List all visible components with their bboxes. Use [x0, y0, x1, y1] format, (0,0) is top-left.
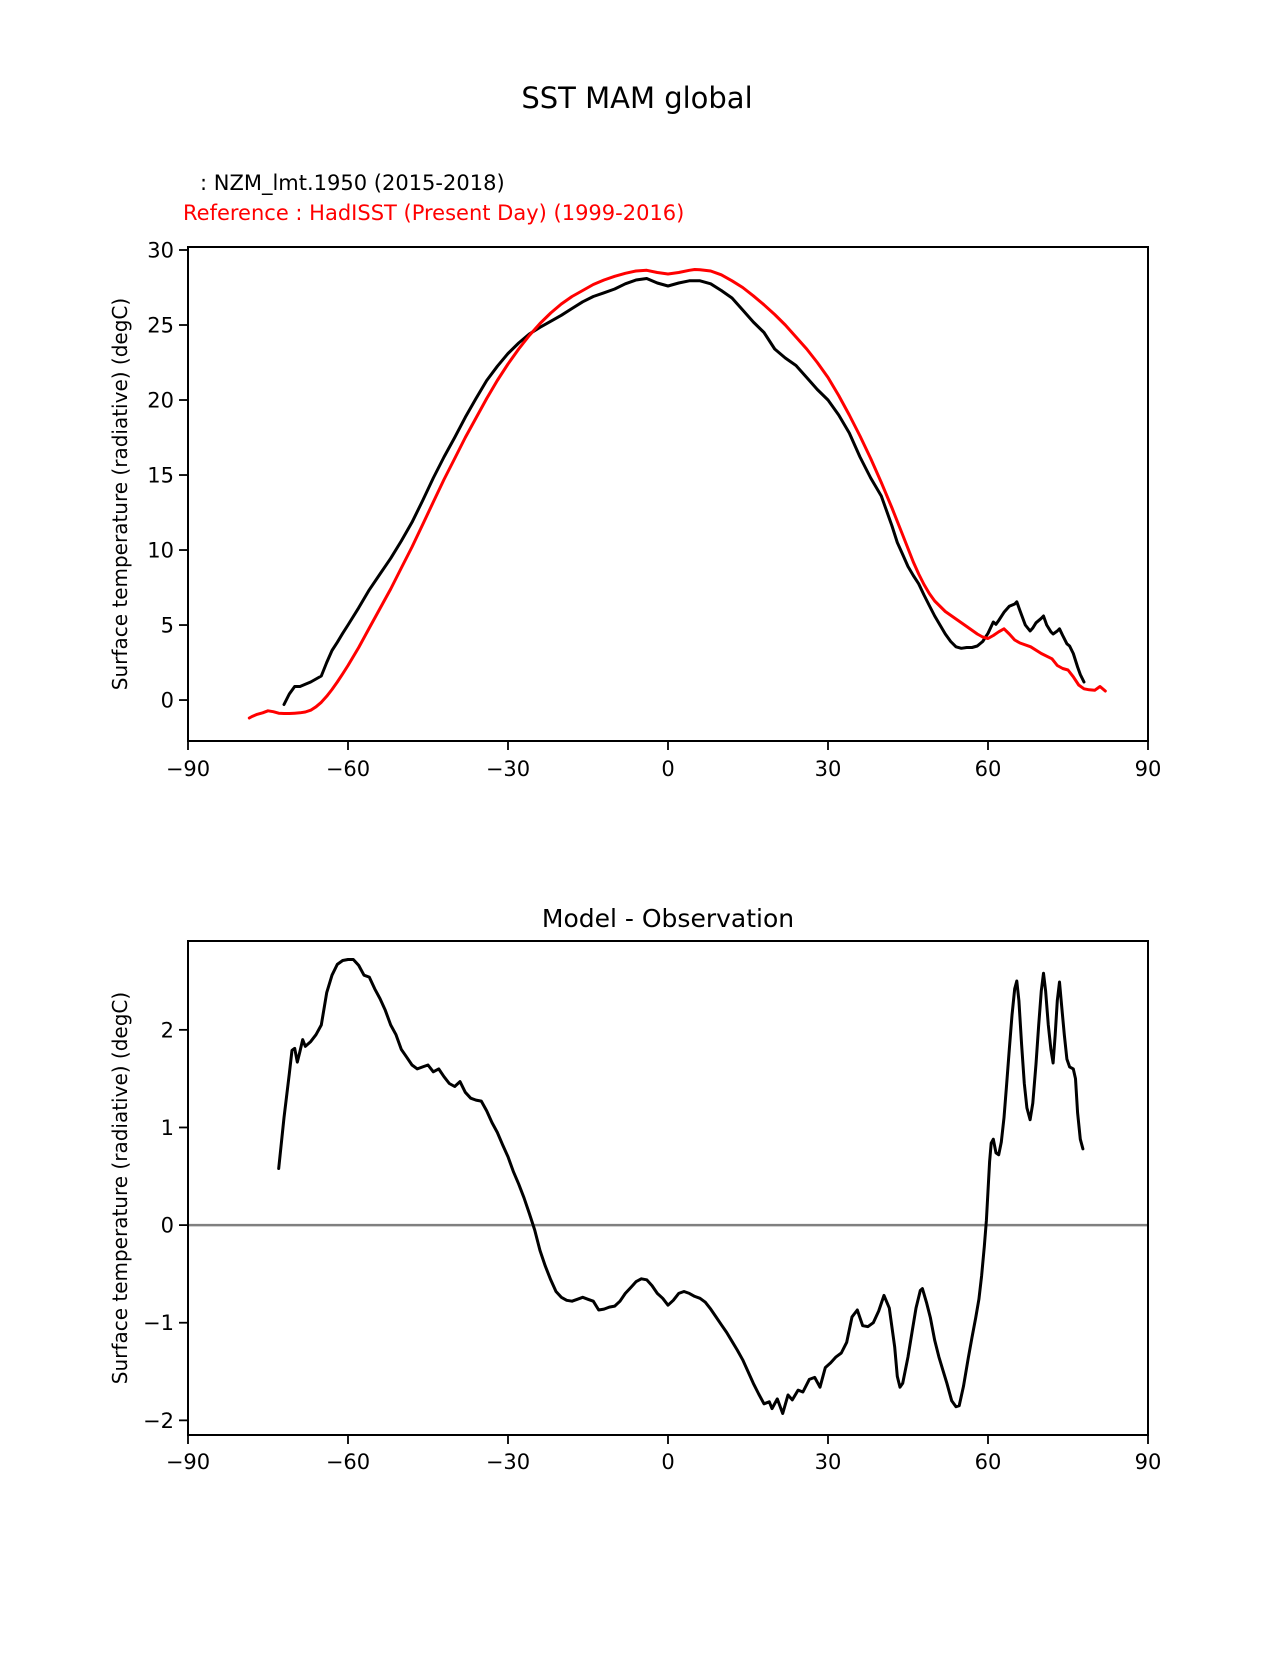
y-tick-label: 10	[147, 538, 174, 563]
y-tick-label: 30	[147, 238, 174, 263]
x-tick-label: −90	[165, 1450, 211, 1474]
x-tick-label: −60	[325, 1450, 371, 1474]
x-tick-label: −30	[485, 757, 531, 781]
top-ylabel: Surface temperature (radiative) (degC)	[108, 297, 132, 691]
x-tick-label: −90	[165, 757, 211, 781]
bottom-panel-difference	[143, 941, 1161, 1474]
x-tick-label: 0	[661, 757, 675, 781]
x-tick-label: 30	[814, 1450, 842, 1474]
figure-title: SST MAM global	[521, 81, 753, 115]
top-panel-sst-profiles	[147, 239, 1161, 781]
y-tick-label: 20	[147, 388, 174, 413]
y-tick-label: 5	[160, 613, 174, 638]
y-tick-label: −2	[143, 1408, 174, 1433]
x-tick-label: 90	[1134, 757, 1162, 781]
y-tick-label: 25	[147, 313, 174, 338]
bottom-panel-title: Model - Observation	[541, 904, 795, 933]
curve-model	[284, 279, 1084, 705]
y-tick-label: 15	[147, 463, 174, 488]
x-tick-label: −30	[485, 1450, 531, 1474]
axes-frame	[188, 247, 1148, 741]
curve-reference	[249, 270, 1105, 719]
curve-difference	[279, 960, 1083, 1414]
x-tick-label: 90	[1134, 1450, 1162, 1474]
legend-reference-label: Reference : HadISST (Present Day) (1999-2016)	[183, 201, 685, 225]
y-tick-label: 0	[160, 1213, 174, 1238]
x-tick-label: 0	[661, 1450, 675, 1474]
y-tick-label: 1	[160, 1115, 174, 1140]
x-tick-label: 30	[814, 757, 842, 781]
x-tick-label: 60	[974, 1450, 1002, 1474]
y-tick-label: 2	[160, 1018, 174, 1043]
bottom-ylabel: Surface temperature (radiative) (degC)	[108, 991, 132, 1385]
x-tick-label: −60	[325, 757, 371, 781]
legend-model-label: : NZM_lmt.1950 (2015-2018)	[200, 171, 505, 195]
x-tick-label: 60	[974, 757, 1002, 781]
axes-frame	[188, 941, 1148, 1435]
y-tick-label: −1	[143, 1311, 174, 1336]
y-tick-label: 0	[160, 688, 174, 713]
